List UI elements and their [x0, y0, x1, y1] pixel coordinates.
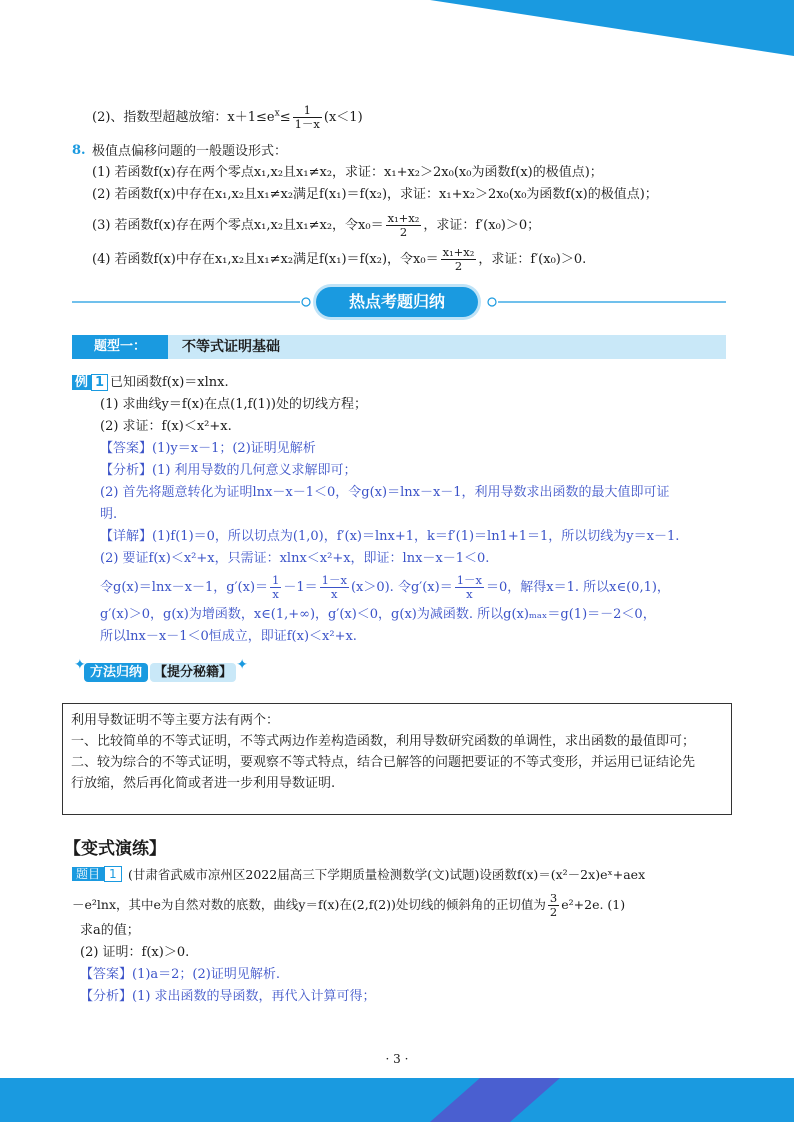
- method-line: 利用导数证明不等主要方法有两个：: [71, 713, 280, 728]
- problem-line-3: 求a的值；: [80, 923, 140, 938]
- fraction: $\frac{1}{1-x}$: [294, 103, 320, 131]
- question-type-title: 不等式证明基础: [182, 339, 280, 355]
- problem-answer: 【答案】(1)a＝2；(2)证明见解析.: [80, 967, 280, 982]
- variant-title: 【变式演练】: [64, 839, 166, 859]
- sparkle-icon: ✦: [74, 657, 86, 673]
- detail-2: (2) 要证f(x)＜x²+x，只需证：xlnx＜x²+x，即证：lnx－x－1＜0.: [100, 551, 490, 566]
- fraction: $\frac{1-x}{x}$: [321, 573, 347, 601]
- case-1: (1) 若函数f(x)存在两个零点x₁,x₂且x₁≠x₂，求证：x₁+x₂＞2x₀(x₀为函数f(x)的极值点)；: [92, 165, 603, 180]
- question-type-label: 题型一：: [72, 335, 168, 359]
- problem-line-4: (2) 证明：f(x)＞0.: [80, 945, 190, 960]
- fraction: $\frac{\text{x₁+x₂}}{2}$: [387, 211, 420, 239]
- problem-line-1: (甘肃省武威市凉州区2022届高三下学期质量检测数学(文)试题)设函数f(x)＝(x²－2x)eˣ+aex: [128, 867, 646, 882]
- method-box: [62, 703, 732, 815]
- item-number-8: 8.: [72, 143, 86, 158]
- problem-analysis: 【分析】(1) 求出函数的导函数，再代入计算可得；: [80, 989, 376, 1004]
- detail-5: 所以lnx－x－1＜0恒成立，即证f(x)＜x²+x.: [100, 629, 357, 644]
- fraction: $\frac{1-x}{x}$: [456, 573, 483, 601]
- analysis-2: (2) 首先将题意转化为证明lnx－x－1＜0，令g(x)＝lnx－x－1，利用导数求出函数的最大值即可证: [100, 485, 670, 500]
- fraction: $\frac{3}{2}$: [549, 891, 558, 919]
- method-line: 二、较为综合的不等式证明，要观察不等式特点，结合已解答的问题把要证的不等式变形，并运用已证结论先: [71, 755, 696, 770]
- page-number: · 3 ·: [385, 1052, 409, 1066]
- bottom-decoration: [0, 1078, 794, 1122]
- case-3: (3) 若函数f(x)存在两个零点x₁,x₂且x₁≠x₂，令x₀＝ $\frac{\text{x₁+x₂}}{2}$ ，求证：f′(x₀)＞0；: [92, 211, 541, 239]
- fraction: $\frac{\text{x₁+x₂}}{2}$: [442, 245, 475, 273]
- method-line: 行放缩，然后再化简或者进一步利用导数证明.: [71, 776, 336, 791]
- top-decoration: [0, 0, 794, 60]
- problem-line-2: －e²lnx，其中e为自然对数的底数，曲线y＝f(x)在(2,f(2))处切线的倾斜角的正切值为 $\frac{3}{2}$ e²+2e. (1): [72, 891, 626, 919]
- detail-3: 令g(x)＝lnx－x－1，g′(x)＝ $\frac{1}{x}$ －1＝ $\frac{1-x}{x}$ (x＞0). 令g′(x)＝ $\frac{1-x}{x}$ ＝0，解得x＝1. 所以x∈(0,1)，: [100, 573, 670, 601]
- section-title-text: 热点考题归纳: [348, 292, 445, 311]
- detail-4: g′(x)＞0，g(x)为增函数，x∈(1,+∞)，g′(x)＜0，g(x)为减函数. 所以g(x)ₘₐₓ＝g(1)＝－2＜0，: [100, 607, 656, 622]
- problem-tag: 题目 1: [72, 866, 122, 883]
- example-sub-1: (1) 求曲线y＝f(x)在点(1,f(1))处的切线方程；: [100, 397, 367, 412]
- case-2: (2) 若函数f(x)中存在x₁,x₂且x₁≠x₂满足f(x₁)＝f(x₂)，求证：x₁+x₂＞2x₀(x₀为函数f(x)的极值点)；: [92, 187, 658, 202]
- method-line: 一、比较简单的不等式证明，不等式两边作差构造函数，利用导数研究函数的单调性，求出函数的最值即可；: [71, 734, 696, 749]
- extreme-offset-title: 极值点偏移问题的一般题设形式：: [92, 144, 288, 159]
- detail-1: 【详解】(1)f(1)＝0，所以切点为(1,0)，f′(x)＝lnx+1，k＝f′(1)＝ln1+1＝1，所以切线为y＝x－1.: [100, 529, 680, 544]
- fraction: $\frac{1}{x}$: [272, 573, 280, 601]
- analysis-3: 明.: [100, 507, 118, 522]
- method-badge: ✦ 方法归纳 【提分秘籍】 ✦: [84, 662, 236, 684]
- example-sub-2: (2) 求证：f(x)＜x²+x.: [100, 419, 232, 434]
- question-type-band: [72, 335, 726, 359]
- example-question: 已知函数f(x)＝xlnx.: [110, 375, 229, 390]
- exp-shrink-line: (2)、指数型超越放缩：$x+1\le e^x\le$ $\frac{1}{1-x}$ (x＜1): [92, 103, 363, 131]
- analysis-1: 【分析】(1) 利用导数的几何意义求解即可；: [100, 463, 357, 478]
- sparkle-icon: ✦: [236, 657, 249, 673]
- case-4: (4) 若函数f(x)中存在x₁,x₂且x₁≠x₂满足f(x₁)＝f(x₂)，令x₀＝ $\frac{\text{x₁+x₂}}{2}$ ，求证：f′(x₀)＞0.: [92, 245, 587, 273]
- answer: 【答案】(1)y＝x－1；(2)证明见解析: [100, 441, 316, 456]
- example-tag: 例 1: [72, 374, 108, 391]
